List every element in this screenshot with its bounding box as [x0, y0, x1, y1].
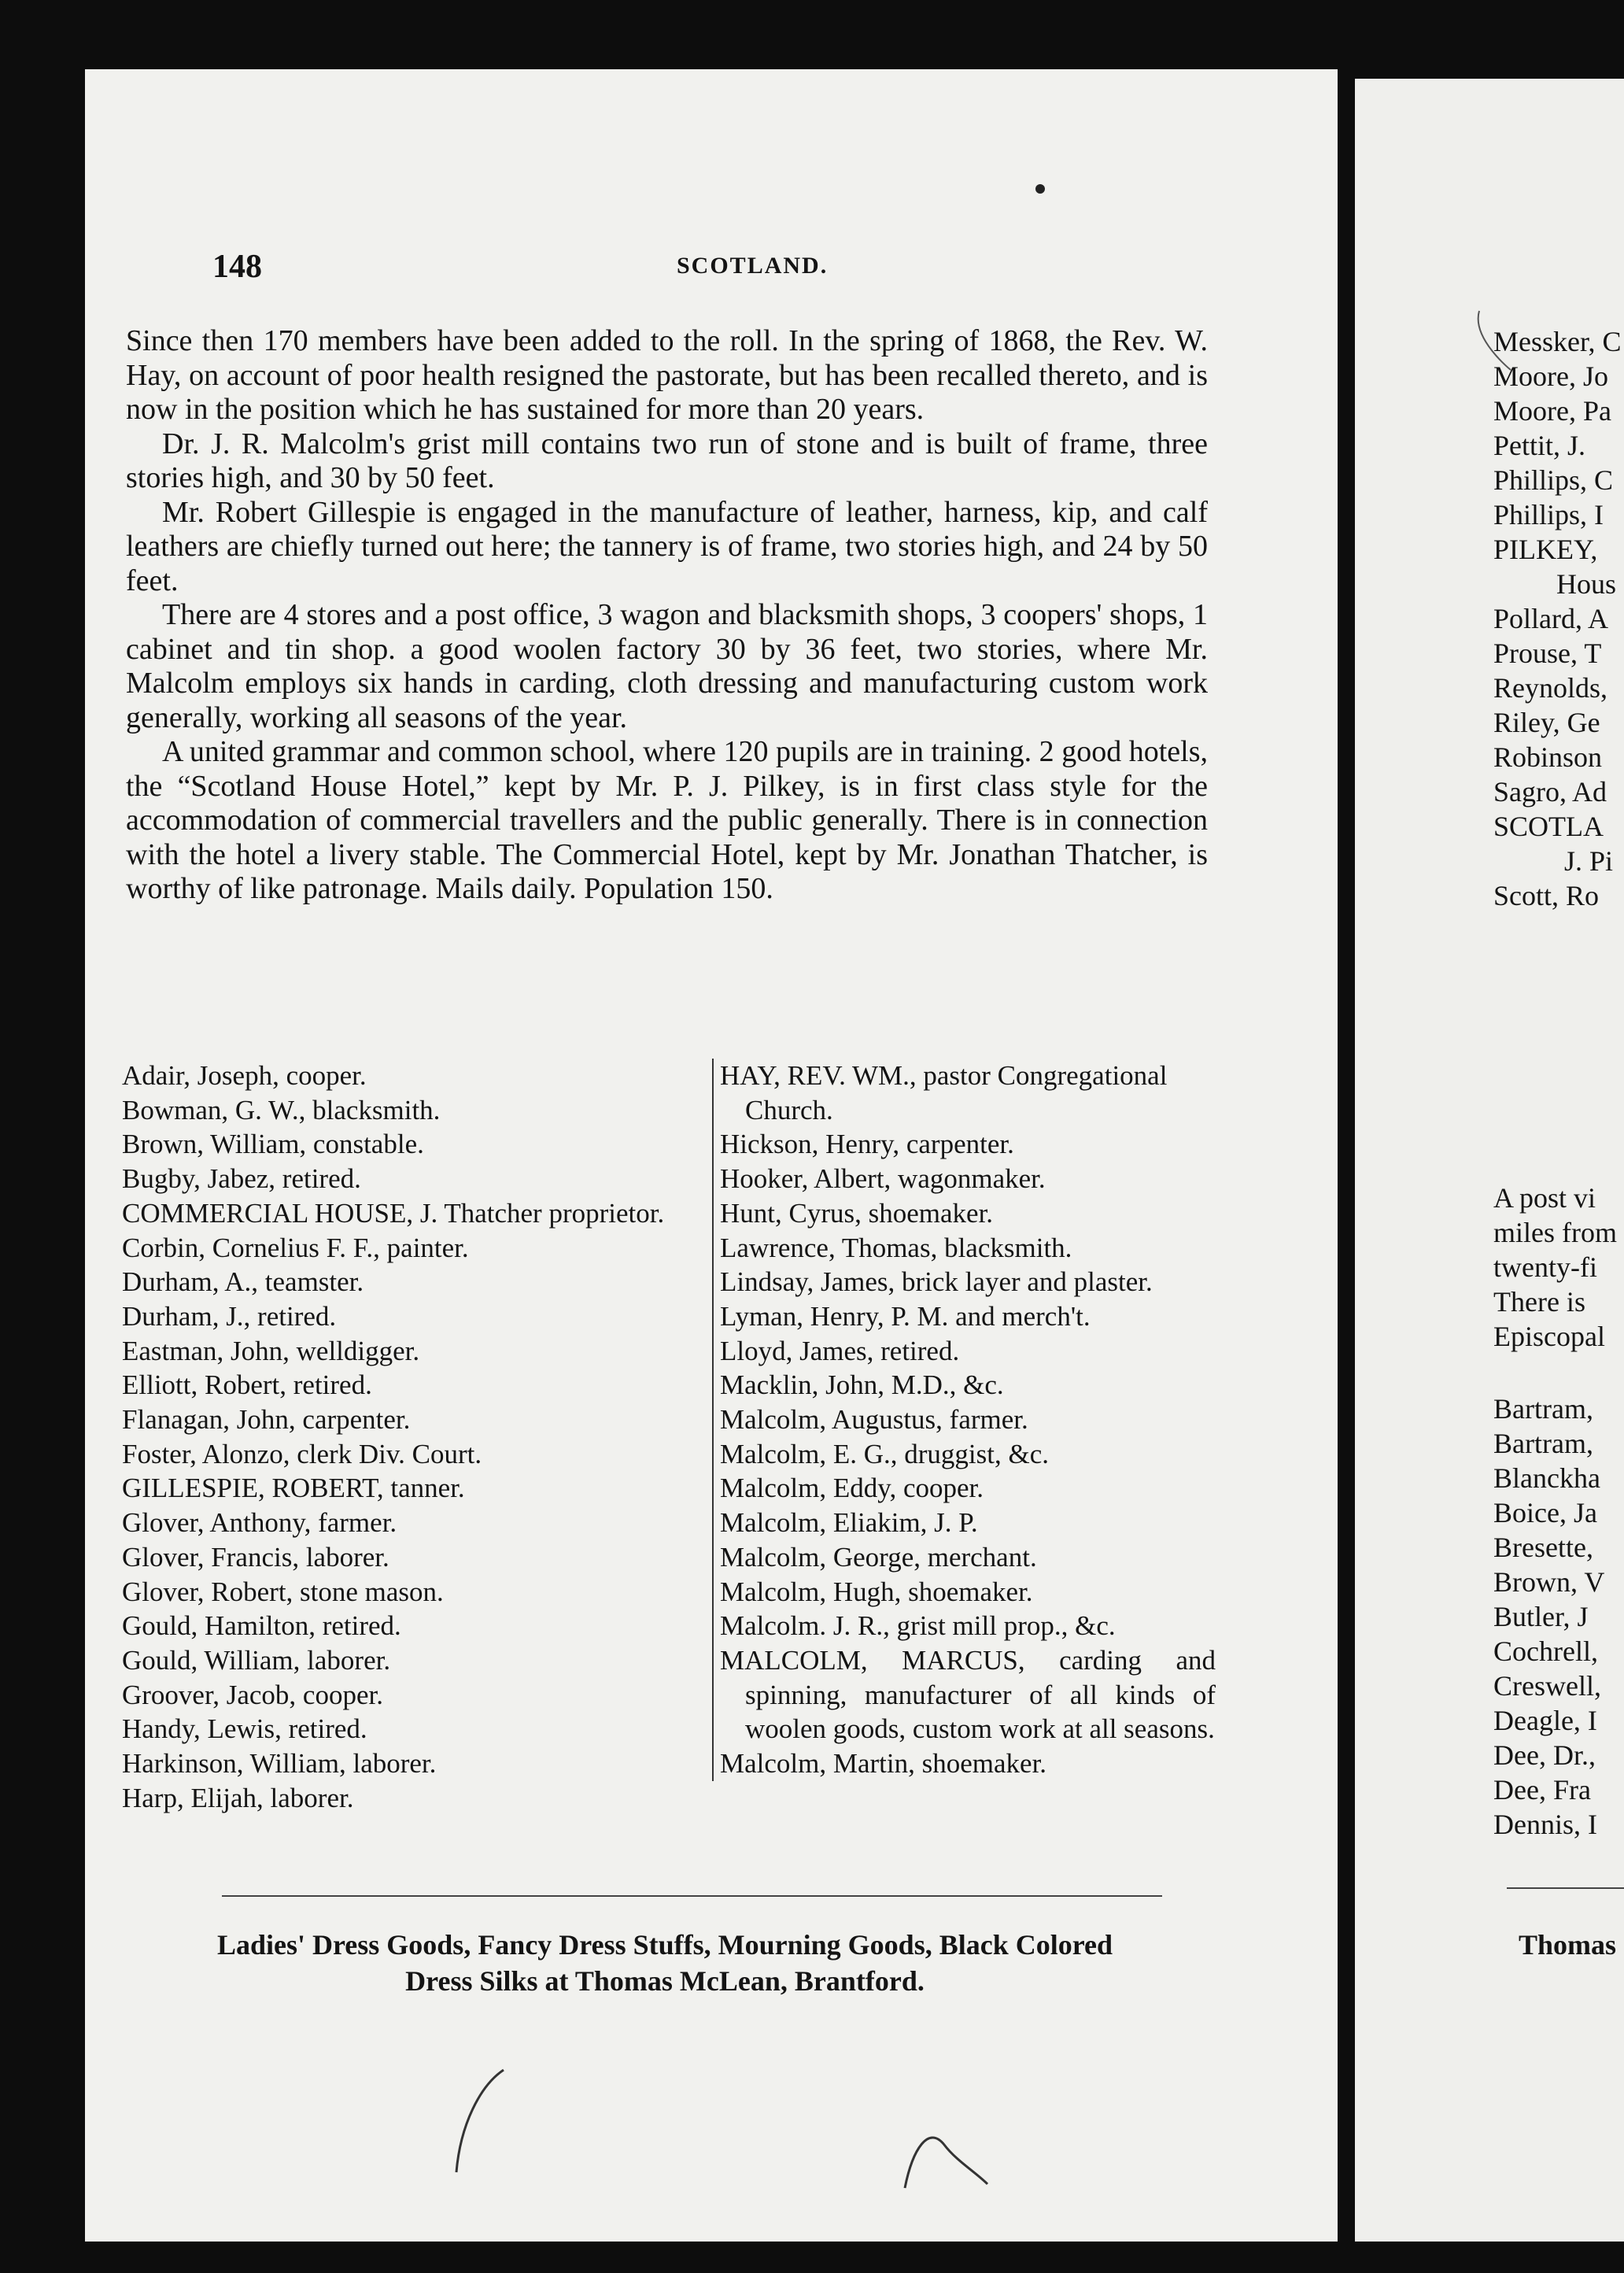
- right-page-line: Deagle, I: [1493, 1705, 1597, 1736]
- paragraph: Mr. Robert Gillespie is engaged in the manufacture of leather, harness, kip, and calf leathers are chiefly turned out here; the tannery is of frame, two stories high, and 24 by 50 feet.: [126, 495, 1208, 597]
- right-page-line: A post vi: [1493, 1182, 1596, 1214]
- directory-entry: HAY, REV. WM., pastor Congregational Church.: [720, 1060, 1168, 1125]
- right-page-line: There is: [1493, 1286, 1585, 1318]
- right-page-line: Riley, Ge: [1493, 707, 1600, 738]
- right-page-line: Blanckha: [1493, 1462, 1600, 1494]
- right-page-line: Bartram,: [1493, 1393, 1593, 1425]
- directory-entry: Bowman, G. W., blacksmith.: [122, 1094, 441, 1125]
- right-page-line: Phillips, I: [1493, 499, 1604, 530]
- right-page-line: PILKEY,: [1493, 534, 1598, 565]
- paragraph: Since then 170 members have been added to the roll. In the spring of 1868, the Rev. W. Hay, on account of poor health resigned the pastorate, but has been recalled thereto, and is now in the position which he has sustained for more than 20 years.: [126, 324, 1208, 426]
- running-head: SCOTLAND.: [677, 253, 829, 279]
- right-page-line: Sagro, Ad: [1493, 776, 1607, 808]
- right-page-line: Butler, J: [1493, 1601, 1589, 1632]
- directory-entry: Glover, Anthony, farmer.: [122, 1507, 397, 1539]
- right-page-line: Bresette,: [1493, 1532, 1593, 1563]
- directory-entry: MALCOLM, MARCUS, carding and spinning, manufacturer of all kinds of woolen goods, custom work at all seasons.: [720, 1644, 1216, 1745]
- right-page-line: Pettit, J.: [1493, 430, 1586, 461]
- directory-entry: Corbin, Cornelius F. F., painter.: [122, 1232, 469, 1263]
- directory-entry: Gould, Hamilton, retired.: [122, 1610, 401, 1642]
- right-page-line: Reynolds,: [1493, 672, 1608, 704]
- directory-entry: Malcolm. J. R., grist mill prop., &c.: [720, 1610, 1116, 1642]
- directory-entry: Handy, Lewis, retired.: [122, 1713, 367, 1745]
- directory-entry: Malcolm, E. G., druggist, &c.: [720, 1438, 1050, 1469]
- directory-entry: Lawrence, Thomas, blacksmith.: [720, 1232, 1072, 1263]
- directory-entry: Durham, J., retired.: [122, 1300, 337, 1332]
- directory-entry: Malcolm, Martin, shoemaker.: [720, 1748, 1047, 1780]
- directory-entry: Brown, William, constable.: [122, 1129, 424, 1160]
- right-page-line: Dennis, I: [1493, 1809, 1597, 1840]
- right-page-line: Scott, Ro: [1493, 880, 1600, 911]
- paragraph: A united grammar and common school, where 120 pupils are in training. 2 good hotels, the “Scotland House Hotel,” kept by Mr. P. J. Pilkey, is in first class style for the accommodation of commercial travellers and the public generally. There is in connection with the hotel a livery stable. The Commercial Hotel, kept by Mr. Jonathan Thatcher, is worthy of like patronage. Mails daily. Population 150.: [126, 735, 1208, 905]
- right-page-line: Phillips, C: [1493, 464, 1614, 496]
- directory-entry: Glover, Francis, laborer.: [122, 1541, 389, 1573]
- directory-entry: Malcolm, Hugh, shoemaker.: [720, 1576, 1033, 1607]
- directory-entry: Macklin, John, M.D., &c.: [720, 1369, 1004, 1401]
- right-page-line: Messker, C: [1493, 326, 1622, 357]
- directory-entry: Hickson, Henry, carpenter.: [720, 1129, 1014, 1160]
- scan-mark: [456, 2070, 504, 2172]
- directory-entry: Lloyd, James, retired.: [720, 1335, 960, 1366]
- right-page-line: miles from: [1493, 1217, 1617, 1248]
- paragraph: Dr. J. R. Malcolm's grist mill contains two run of stone and is built of frame, three stories high, and 30 by 50 feet.: [126, 427, 1208, 494]
- right-page-line: Moore, Jo: [1493, 360, 1608, 392]
- directory-entry: Malcolm, Augustus, farmer.: [720, 1404, 1028, 1436]
- directory-entry: Eastman, John, welldigger.: [122, 1335, 420, 1366]
- directory-entry: Flanagan, John, carpenter.: [122, 1404, 411, 1436]
- right-page-line: Dee, Fra: [1493, 1774, 1591, 1805]
- directory-entry: Malcolm, George, merchant.: [720, 1541, 1037, 1573]
- right-page-line: Bartram,: [1493, 1428, 1593, 1459]
- directory-entry: Hooker, Albert, wagonmaker.: [720, 1163, 1046, 1195]
- directory-entry: Elliott, Robert, retired.: [122, 1369, 372, 1401]
- directory-entry: Malcolm, Eliakim, J. P.: [720, 1507, 978, 1539]
- directory-entry: Harkinson, William, laborer.: [122, 1748, 437, 1780]
- right-page-line: SCOTLA: [1493, 811, 1604, 842]
- right-page-line: Moore, Pa: [1493, 395, 1611, 427]
- directory-entry: Gould, William, laborer.: [122, 1644, 391, 1676]
- right-page-line: Creswell,: [1493, 1670, 1601, 1702]
- directory-entry: GILLESPIE, ROBERT, tanner.: [122, 1473, 465, 1504]
- scan-mark: [1478, 311, 1511, 370]
- directory-entry: Harp, Elijah, laborer.: [122, 1782, 354, 1813]
- directory-entry: COMMERCIAL HOUSE, J. Thatcher proprietor.: [122, 1197, 665, 1229]
- right-page-line: Episcopal: [1493, 1321, 1605, 1352]
- right-page-line: Dee, Dr.,: [1493, 1739, 1596, 1771]
- right-page-line: Hous: [1556, 568, 1617, 600]
- right-page-line: Prouse, T: [1493, 638, 1602, 669]
- paragraph: There are 4 stores and a post office, 3 wagon and blacksmith shops, 3 coopers' shops, 1 cabinet and tin shop. a good woolen factory 30 by 36 feet, two stories, where Mr. Malcolm employs six hands in carding, cloth dressing and manufacturing custom work generally, working all seasons of the year.: [126, 598, 1208, 734]
- right-page-line: twenty-fi: [1493, 1251, 1597, 1283]
- scan-mark: [905, 2138, 987, 2188]
- directory-entry: Glover, Robert, stone mason.: [122, 1576, 444, 1607]
- advertisement-line: Ladies' Dress Goods, Fancy Dress Stuffs, Mourning Goods, Black Colored: [216, 1929, 1113, 1961]
- page-number: 148: [212, 249, 262, 285]
- right-page-line: Boice, Ja: [1493, 1497, 1597, 1528]
- scan-mark: [1035, 184, 1045, 194]
- right-page-line: Brown, V: [1493, 1566, 1605, 1598]
- directory-entry: Groover, Jacob, cooper.: [122, 1679, 383, 1710]
- directory-entry: Durham, A., teamster.: [122, 1266, 364, 1298]
- directory-entry: Lindsay, James, brick layer and plaster.: [720, 1266, 1153, 1298]
- right-page-line: J. Pi: [1564, 845, 1614, 877]
- directory-entry: Foster, Alonzo, clerk Div. Court.: [122, 1438, 482, 1469]
- right-page-line: Robinson: [1493, 741, 1603, 773]
- right-page-line: Cochrell,: [1493, 1635, 1598, 1667]
- directory-entry: Bugby, Jabez, retired.: [122, 1163, 361, 1195]
- right-page-line: Pollard, A: [1493, 603, 1609, 634]
- directory-entry: Malcolm, Eddy, cooper.: [720, 1473, 984, 1504]
- directory-entry: Hunt, Cyrus, shoemaker.: [720, 1197, 994, 1229]
- advertisement-line: Dress Silks at Thomas McLean, Brantford.: [405, 1965, 925, 1997]
- directory-entry: Lyman, Henry, P. M. and merch't.: [720, 1300, 1091, 1332]
- right-page-advertisement: Thomas: [1519, 1929, 1617, 1961]
- directory-entry: Adair, Joseph, cooper.: [122, 1060, 367, 1091]
